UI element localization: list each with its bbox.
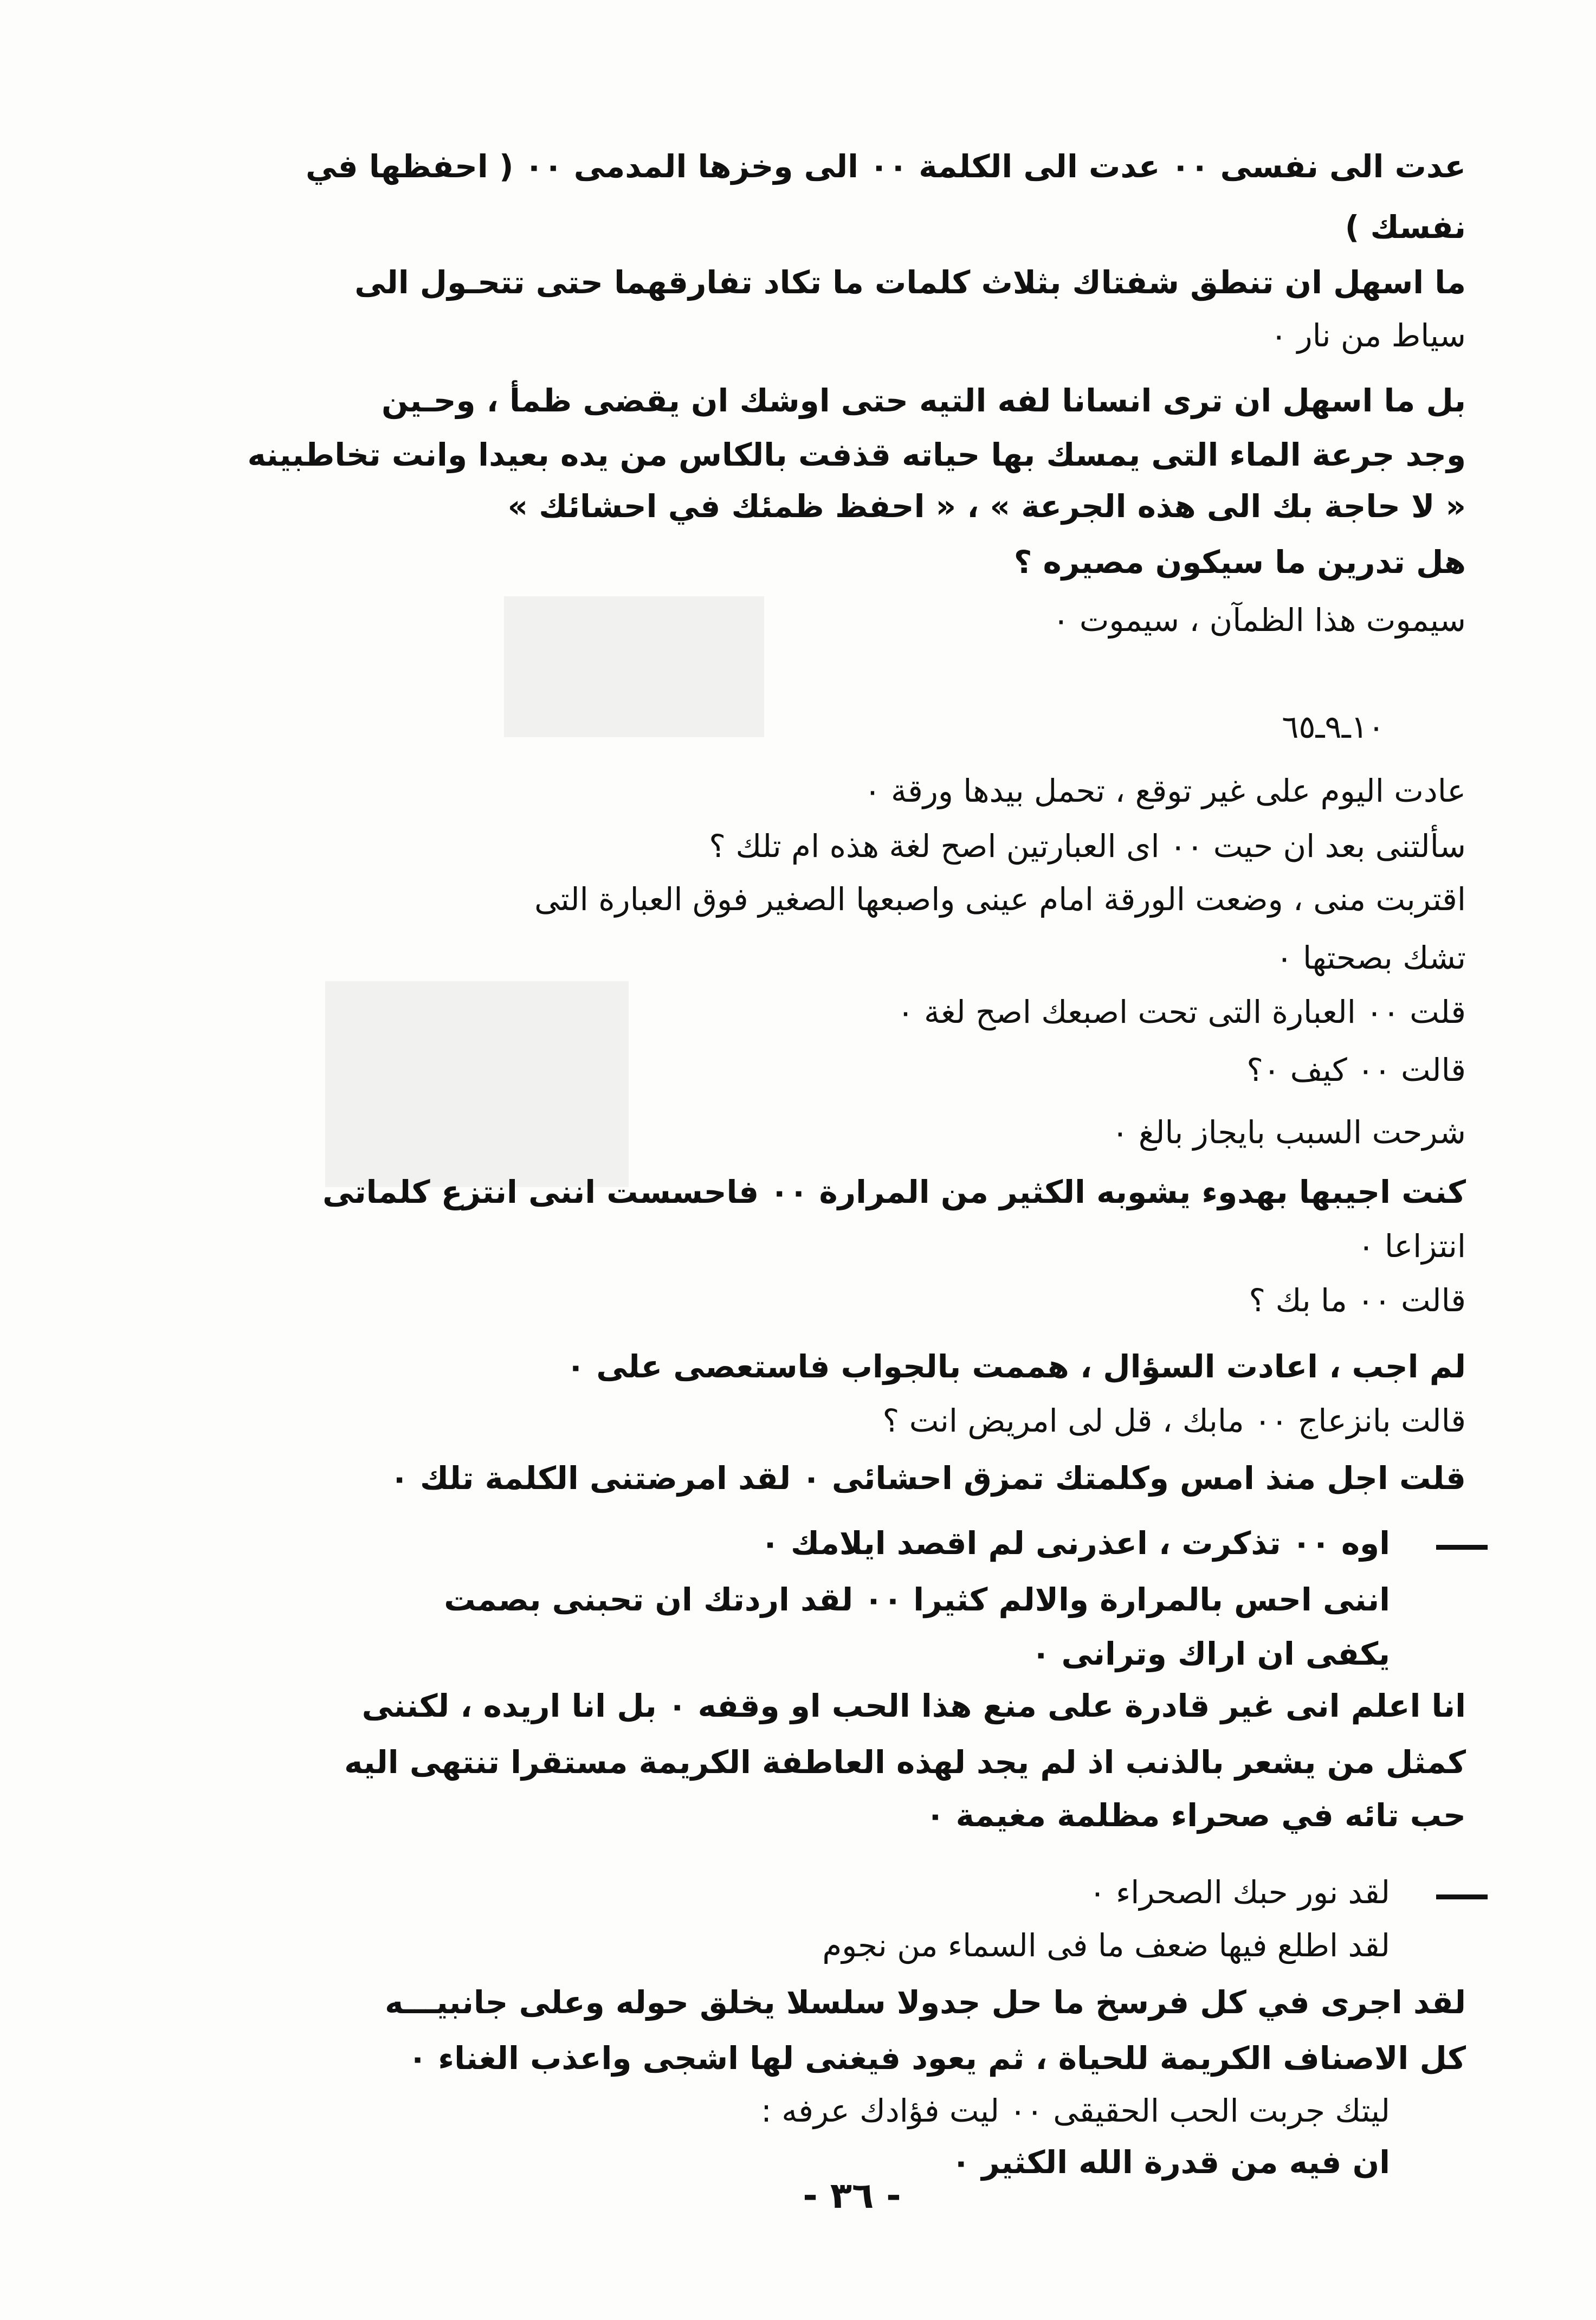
text-line: كنت اجيبها بهدوء يشوبه الكثير من المرارة ٠٠ فاحسست اننى انتزع كلماتى xyxy=(322,1174,1466,1210)
text-line: ليتك جربت الحب الحقيقى ٠٠ ليت فؤادك عرفه : xyxy=(761,2092,1390,2129)
text-line: عدت الى نفسى ٠٠ عدت الى الكلمة ٠٠ الى وخزها المدمى ٠٠ ( احفظها في xyxy=(305,148,1466,185)
text-line: نفسك ) xyxy=(1345,209,1466,246)
text-line: قلت اجل منذ امس وكلمتك تمزق احشائى ٠ لقد امرضتنى الكلمة تلك ٠ xyxy=(390,1460,1466,1497)
text-line: قلت ٠٠ العبارة التى تحت اصبعك اصح لغة ٠ xyxy=(897,994,1466,1030)
text-line: هل تدرين ما سيكون مصيره ؟ xyxy=(1013,544,1466,581)
text-line: لم اجب ، اعادت السؤال ، هممت بالجواب فاستعصى على ٠ xyxy=(566,1348,1466,1385)
text-line: سألتنى بعد ان حيت ٠٠ اى العبارتين اصح لغة هذه ام تلك ؟ xyxy=(709,828,1466,865)
dialogue-dash xyxy=(1436,1894,1488,1899)
text-line: سيموت هذا الظمآن ، سيموت ٠ xyxy=(1052,602,1466,639)
dialogue-dash xyxy=(1436,1545,1488,1550)
text-line: ما اسهل ان تنطق شفتاك بثلاث كلمات ما تكاد تفارقهما حتى تتحـول الى xyxy=(354,264,1466,301)
text-line: اننى احس بالمرارة والالم كثيرا ٠٠ لقد اردتك ان تحبنى بصمت xyxy=(444,1581,1390,1618)
date-line: ١٠ـ٩ـ٦٥ xyxy=(1282,708,1385,745)
text-line: حب تائه في صحراء مظلمة مغيمة ٠ xyxy=(926,1797,1466,1834)
scan-smudge xyxy=(504,596,764,737)
text-line: لقد نور حبك الصحراء ٠ xyxy=(1089,1874,1390,1911)
text-line: اوه ٠٠ تذكرت ، اعذرنى لم اقصد ايلامك ٠ xyxy=(760,1525,1390,1562)
text-line: انتزاعا ٠ xyxy=(1358,1228,1466,1265)
text-line: لقد اجرى في كل فرسخ ما حل جدولا سلسلا يخلق حوله وعلى جانبيـــه xyxy=(385,1984,1466,2021)
text-line: شرحت السبب بايجاز بالغ ٠ xyxy=(1112,1114,1466,1151)
text-line: كمثل من يشعر بالذنب اذ لم يجد لهذه العاطفة الكريمة مستقرا تنتهى اليه xyxy=(344,1744,1466,1781)
text-line: قالت بانزعاج ٠٠ مابك ، قل لى امريض انت ؟ xyxy=(882,1402,1466,1439)
text-line: قالت ٠٠ كيف ٠؟ xyxy=(1246,1052,1466,1088)
text-line: تشك بصحتها ٠ xyxy=(1276,939,1466,976)
text-line: عادت اليوم على غير توقع ، تحمل بيدها ورقة ٠ xyxy=(864,772,1466,809)
text-line: « لا حاجة بك الى هذه الجرعة » ، « احفظ ظمئك في احشائك » xyxy=(507,488,1466,525)
text-line: ان فيه من قدرة الله الكثير ٠ xyxy=(951,2144,1390,2181)
page-number: - ٣٦ - xyxy=(803,2175,901,2216)
text-line: اقتربت منى ، وضعت الورقة امام عينى واصبعها الصغير فوق العبارة التى xyxy=(534,881,1466,918)
text-line: كل الاصناف الكريمة للحياة ، ثم يعود فيغنى لها اشجى واعذب الغناء ٠ xyxy=(408,2040,1466,2077)
text-line: وجد جرعة الماء التى يمسك بها حياته قذفت بالكاس من يده بعيدا وانت تخاطبينه xyxy=(247,436,1466,473)
text-line: قالت ٠٠ ما بك ؟ xyxy=(1249,1282,1466,1319)
text-line: يكفى ان اراك وترانى ٠ xyxy=(1031,1635,1390,1672)
text-line: سياط من نار ٠ xyxy=(1270,317,1466,354)
text-line: انا اعلم انى غير قادرة على منع هذا الحب او وقفه ٠ بل انا اريده ، لكننى xyxy=(361,1687,1466,1724)
scan-smudge xyxy=(325,981,629,1187)
text-line: لقد اطلع فيها ضعف ما فى السماء من نجوم xyxy=(822,1927,1390,1964)
text-line: بل ما اسهل ان ترى انسانا لفه التيه حتى اوشك ان يقضى ظمأ ، وحـين xyxy=(382,382,1466,419)
